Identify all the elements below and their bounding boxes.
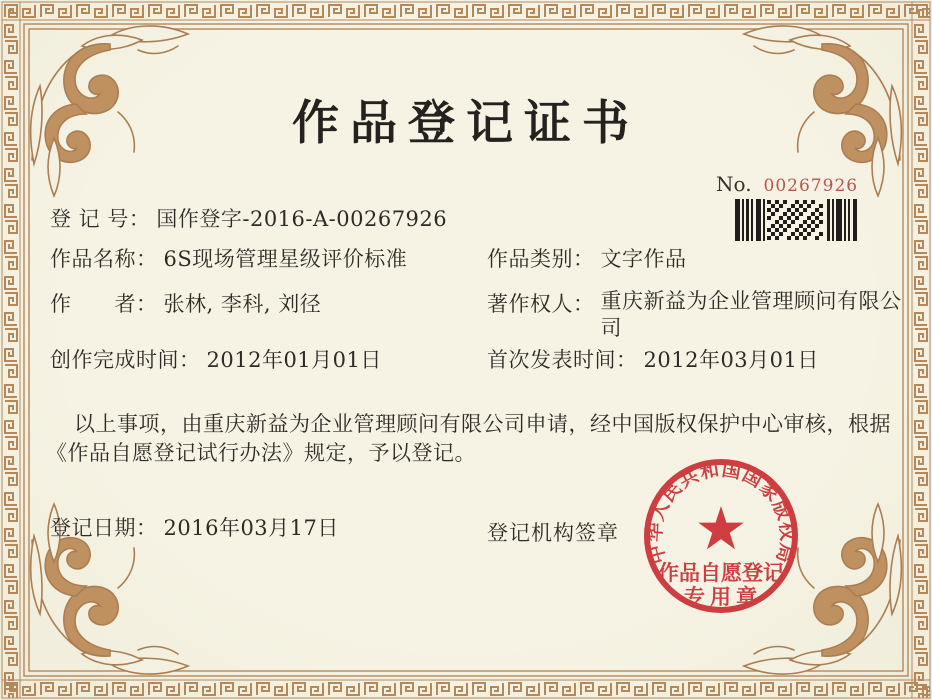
field-value: 张林, 李科, 刘径: [163, 292, 322, 316]
field-label: 创作完成时间：: [50, 348, 201, 372]
certificate-title: 作品登记证书: [292, 96, 640, 151]
field-label: 作品类别：: [487, 247, 595, 271]
seal-line2: 专用章: [684, 586, 762, 609]
barcode: [735, 199, 857, 241]
seal-star-icon: [698, 506, 744, 549]
seal-line1: 作品自愿登记: [658, 562, 784, 585]
serial-number: 00267926: [763, 176, 859, 196]
field-value: 重庆新益为企业管理顾问有限公司: [600, 289, 902, 340]
serial-prefix: No.: [716, 172, 752, 196]
field-registration-date: [50, 512, 339, 542]
field-copyright-owner: [487, 288, 917, 342]
field-label: 作 者：: [50, 292, 158, 316]
field-value: 国作登字-2016-A-00267926: [156, 207, 448, 231]
field-value: 2016年03月17日: [163, 516, 339, 540]
seal-arc-text: 中华人民共和国国家版权局: [644, 459, 798, 567]
field-publish-date: [487, 344, 819, 374]
registration-statement: 以上事项，由重庆新益为企业管理顾问有限公司申请，经中国版权保护中心审核，根据《作品自愿登记试行办法》规定，予以登记。: [46, 412, 891, 465]
official-seal-stamp: [637, 452, 805, 620]
serial-block: [716, 172, 858, 196]
field-label: 登 记 号：: [50, 207, 151, 231]
signature-caption: 登记机构签章: [487, 521, 619, 545]
field-label: 登记日期：: [50, 516, 158, 540]
field-value: 2012年01月01日: [206, 348, 382, 372]
field-value: 2012年03月01日: [643, 348, 819, 372]
field-value: 6S现场管理星级评价标准: [163, 247, 408, 271]
field-work-name: [50, 243, 407, 273]
field-registration-number: [50, 203, 447, 233]
field-creation-date: [50, 344, 382, 374]
field-work-type: [487, 243, 687, 273]
field-label: 作品名称：: [50, 247, 158, 271]
field-label: 首次发表时间：: [487, 348, 638, 372]
field-label: 著作权人：: [487, 292, 595, 316]
field-author: [50, 288, 321, 318]
field-value: 文字作品: [600, 247, 687, 271]
